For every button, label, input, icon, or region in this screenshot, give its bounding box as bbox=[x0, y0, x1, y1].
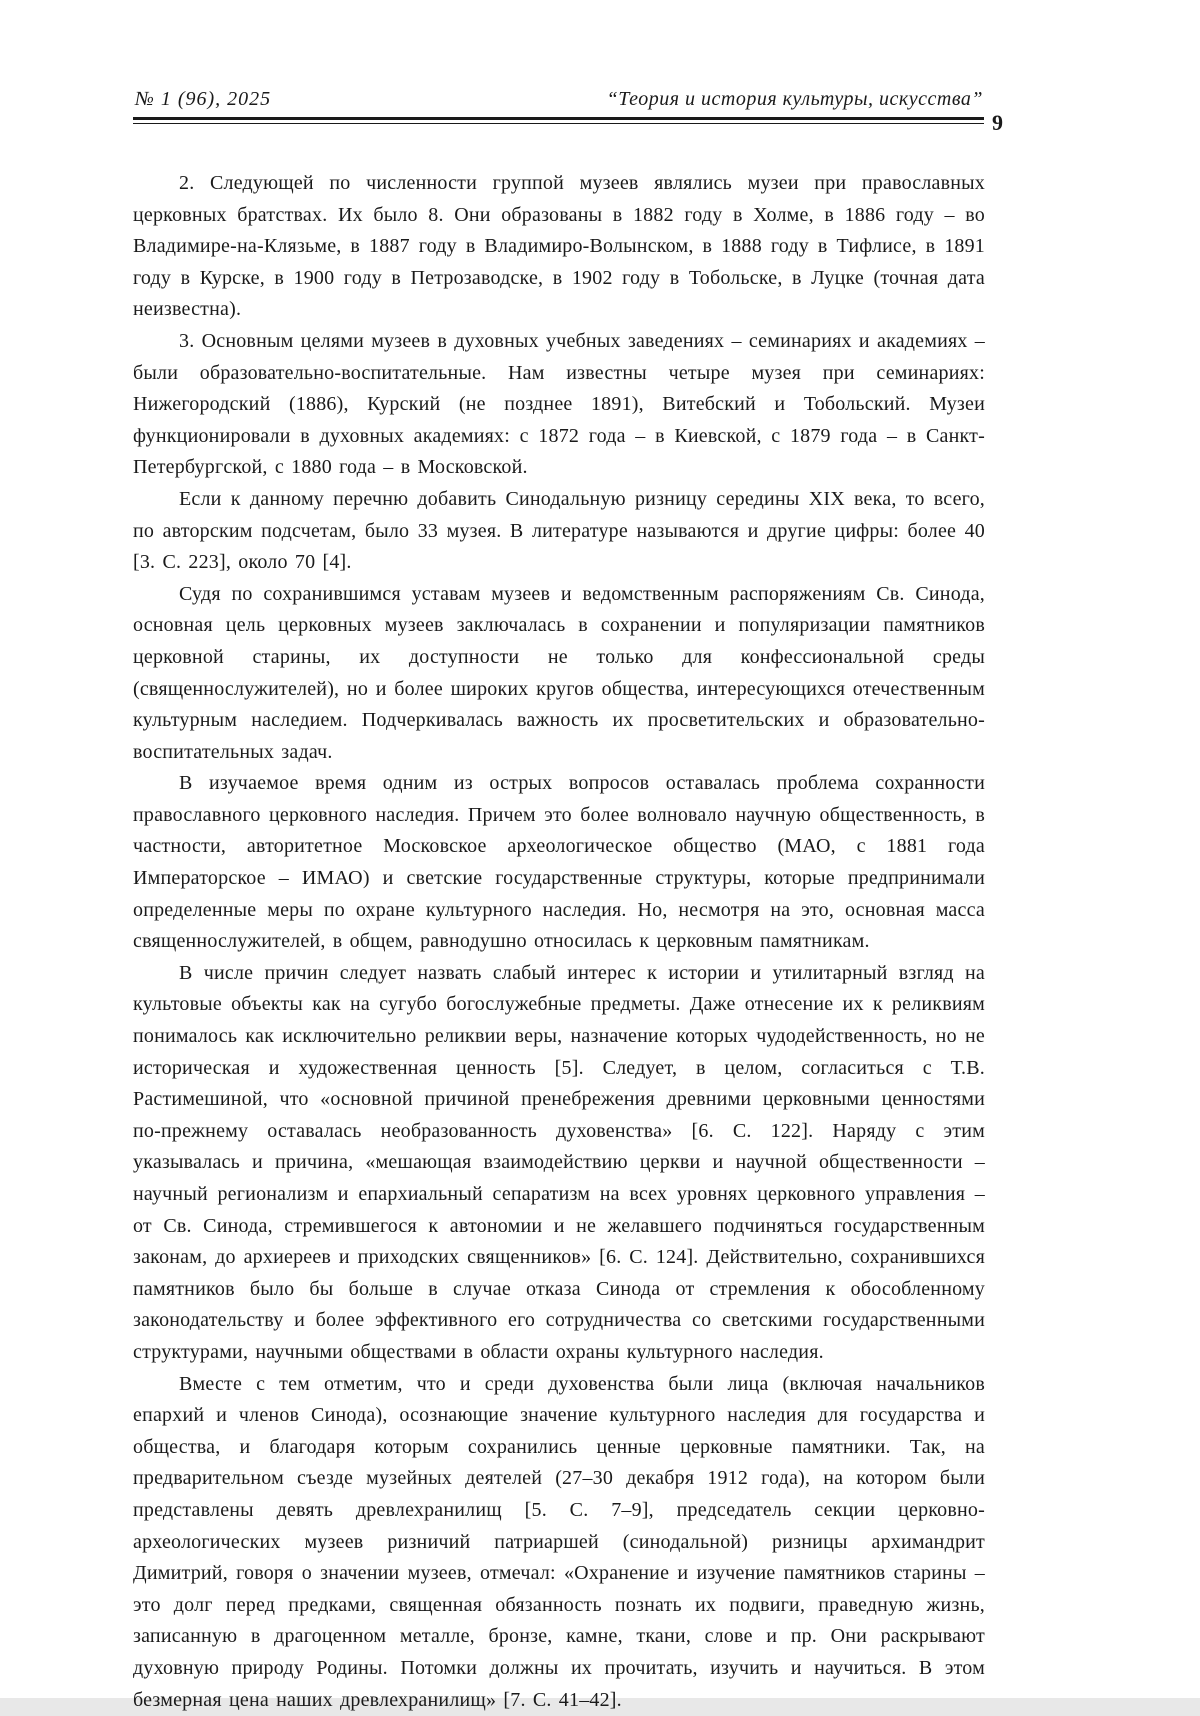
paragraph: Вместе с тем отметим, что и среди духовенства были лица (включая начальников епархий и членов Синода), осознающие значение культурного наследия для государства и общества, и благодаря которым сохранились ценные церковные памятники. Так, на предварительном съезде музейных деятелей (27–30 декабря 1912 года), на котором были представлены девять древлехранилищ [5. С. 7–9], председатель секции церковно-археологических музеев ризничий патриаршей (синодальной) ризницы архимандрит Димитрий, говоря о значении музеев, отмечал: «Охранение и изучение памятников старины – это долг перед предками, священная обязанность познать их подвиги, праведную жизнь, записанную в драгоценном металле, бронзе, камне, ткани, слове и пр. Они раскрывают духовную природу Родины. Потомки должны их прочитать, изучить и научиться. В этом безмерная цена наших древлехранилищ» [7. С. 41–42]. bbox=[133, 1372, 985, 1711]
journal-issue: № 1 (96), 2025 bbox=[135, 88, 272, 110]
page-header bbox=[133, 88, 1003, 135]
journal-title: “Теория и история культуры, искусства” bbox=[606, 88, 983, 110]
header-rule bbox=[133, 117, 985, 124]
paragraph: В изучаемое время одним из острых вопросов оставалась проблема сохранности православного церковного наследия. Причем это более волновало научную общественность, в частности, авторитетное Московское археологическое общество (МАО, с 1881 года Императорское – ИМАО) и светские государственные структуры, которые предпринимали определенные меры по охране культурного наследия. Но, несмотря на это, основная масса священнослужителей, в общем, равнодушно относилась к церковным памятникам. bbox=[133, 772, 985, 953]
paragraph: Если к данному перечню добавить Синодальную ризницу середины XIX века, то всего, по авторским подсчетам, было 33 музея. В литературе называются и другие цифры: более 40 [3. С. 223], около 70 [4]. bbox=[133, 487, 985, 574]
header-rule-thin bbox=[133, 123, 985, 124]
running-head bbox=[133, 88, 985, 117]
paragraph: В числе причин следует назвать слабый интерес к истории и утилитарный взгляд на культовые объекты как на сугубо богослужебные предметы. Даже отнесение их к реликвиям понималось как исключительно реликвии веры, назначение которых чудодейственность, но не историческая и художественная ценность [5]. Следует, в целом, согласиться с Т.В. Растимешиной, что «основной причиной пренебрежения древними церковными ценностями по-прежнему оставалась необразованность духовенства» [6. С. 122]. Наряду с этим указывалась и причина, «мешающая взаимодействию церкви и научной общественности – научный регионализм и епархиальный сепаратизм на всех уровнях церковного управления – от Св. Синода, стремившегося к автономии и не желавшего подчиняться государственным законам, до архиереев и приходских священников» [6. С. 124]. Действительно, сохранившихся памятников было бы больше в случае отказа Синода от стремления к обособленному законодательству и более эффективного его сотрудничества со светскими государственными структурами, научными обществами в области охраны культурного наследия. bbox=[133, 961, 985, 1363]
paragraph: 3. Основным целями музеев в духовных учебных заведениях – семинариях и академиях – были образовательно-воспитательные. Нам известны четыре музея при семинариях: Нижегородский (1886), Курский (не позднее 1891), Витебский и Тобольский. Музеи функционировали в духовных академиях: с 1872 года – в Киевской, с 1879 года – в Санкт-Петербургской, с 1880 года – в Московской. bbox=[133, 329, 985, 479]
paragraph: 2. Следующей по численности группой музеев являлись музеи при православных церковных братствах. Их было 8. Они образованы в 1882 году в Холме, в 1886 году – во Владимире-на-Клязьме, в 1887 году в Владимиро-Волынском, в 1888 году в Тифлисе, в 1891 году в Курске, в 1900 году в Петрозаводске, в 1902 году в Тобольске, в Луцке (точная дата неизвестна). bbox=[133, 172, 985, 321]
content-area bbox=[133, 88, 1003, 1716]
page-number: 9 bbox=[984, 110, 1003, 136]
paragraph: Судя по сохранившимся уставам музеев и ведомственным распоряжениям Св. Синода, основная цель церковных музеев заключалась в сохранении и популяризации памятников церковной старины, их доступности не только для конфессиональной среды (священнослужителей), но и более широких кругов общества, интересующихся отечественным культурным наследием. Подчеркивалась важность их просветительских и образовательно-воспитательных задач. bbox=[133, 582, 985, 763]
header-rule-thick bbox=[133, 117, 985, 120]
article-body bbox=[133, 168, 985, 1716]
